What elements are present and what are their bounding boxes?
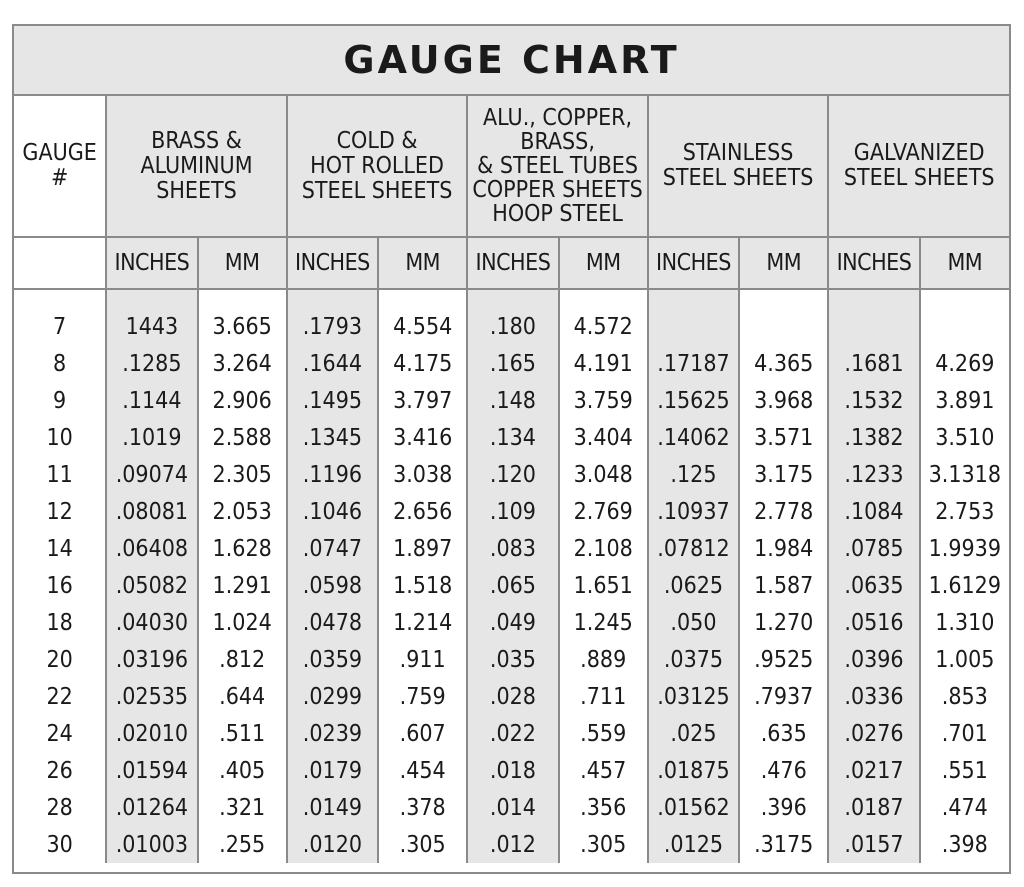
group-header-line: STAINLESS	[682, 140, 794, 166]
mm-cell: .644	[198, 678, 287, 715]
inches-cell: .09074	[106, 456, 197, 493]
mm-cell: 2.753	[920, 493, 1009, 530]
table-row	[14, 826, 1009, 863]
mm-cell: 1.587	[739, 567, 828, 604]
mm-cell: .559	[559, 715, 648, 752]
mm-cell: .759	[378, 678, 467, 715]
unit-header-mm: MM	[198, 237, 287, 289]
mm-cell: .255	[198, 826, 287, 863]
mm-cell: 3.038	[378, 456, 467, 493]
inches-cell: .1793	[287, 289, 378, 345]
mm-cell: 2.769	[559, 493, 648, 530]
group-header-line: ALU., COPPER,	[483, 105, 633, 131]
mm-cell: 1.291	[198, 567, 287, 604]
mm-cell: .853	[920, 678, 1009, 715]
table-row	[14, 419, 1009, 456]
inches-cell: .022	[467, 715, 558, 752]
inches-cell: .0217	[828, 752, 919, 789]
mm-cell: 3.416	[378, 419, 467, 456]
inches-cell: .0516	[828, 604, 919, 641]
inches-cell: .0157	[828, 826, 919, 863]
mm-cell: 1.024	[198, 604, 287, 641]
gauge-cell: 22	[14, 678, 106, 715]
inches-cell: .1019	[106, 419, 197, 456]
group-header-line: BRASS,	[520, 129, 595, 155]
inches-cell: .02535	[106, 678, 197, 715]
inches-cell: .1084	[828, 493, 919, 530]
mm-cell: 3.891	[920, 382, 1009, 419]
mm-cell: 1.270	[739, 604, 828, 641]
table-row	[14, 456, 1009, 493]
inches-cell: .083	[467, 530, 558, 567]
gauge-cell: 16	[14, 567, 106, 604]
inches-cell: .0125	[648, 826, 739, 863]
group-header-line: STEEL SHEETS	[301, 177, 453, 204]
unit-header-inches: INCHES	[467, 237, 558, 289]
inches-cell: .148	[467, 382, 558, 419]
gauge-cell: 14	[14, 530, 106, 567]
inches-cell: .0239	[287, 715, 378, 752]
mm-cell: .457	[559, 752, 648, 789]
inches-cell: .1233	[828, 456, 919, 493]
mm-cell: 1.9939	[920, 530, 1009, 567]
inches-cell: .014	[467, 789, 558, 826]
mm-cell: 3.510	[920, 419, 1009, 456]
mm-cell: 1.245	[559, 604, 648, 641]
group-header-cold-hot-rolled	[287, 96, 468, 237]
inches-cell: .0747	[287, 530, 378, 567]
group-header-line: STEEL SHEETS	[843, 165, 995, 191]
inches-cell: .1644	[287, 345, 378, 382]
mm-cell: 1.005	[920, 641, 1009, 678]
gauge-cell: 12	[14, 493, 106, 530]
gauge-header	[14, 96, 106, 237]
group-header-alu-copper-tubes	[467, 96, 648, 237]
mm-cell	[739, 289, 828, 345]
mm-cell: .398	[920, 826, 1009, 863]
gauge-cell: 10	[14, 419, 106, 456]
mm-cell: .405	[198, 752, 287, 789]
mm-cell: 1.628	[198, 530, 287, 567]
gauge-header-line: GAUGE	[22, 140, 97, 166]
mm-cell: .356	[559, 789, 648, 826]
inches-cell: .035	[467, 641, 558, 678]
inches-cell: .0276	[828, 715, 919, 752]
table-row	[14, 715, 1009, 752]
unit-header-mm: MM	[920, 237, 1009, 289]
gauge-table	[14, 96, 1009, 863]
group-header-line: COPPER SHEETS	[472, 177, 643, 203]
group-header-line: GALVANIZED	[853, 140, 985, 166]
mm-cell: 4.269	[920, 345, 1009, 382]
gauge-cell: 26	[14, 752, 106, 789]
mm-cell: 3.797	[378, 382, 467, 419]
inches-cell: .018	[467, 752, 558, 789]
inches-cell: .15625	[648, 382, 739, 419]
inches-cell: .1144	[106, 382, 197, 419]
mm-cell: .9525	[739, 641, 828, 678]
mm-cell: 2.588	[198, 419, 287, 456]
gauge-cell: 11	[14, 456, 106, 493]
mm-cell: .551	[920, 752, 1009, 789]
inches-cell: .01875	[648, 752, 739, 789]
mm-cell: .474	[920, 789, 1009, 826]
mm-cell: 4.191	[559, 345, 648, 382]
inches-cell: .1495	[287, 382, 378, 419]
mm-cell: .305	[559, 826, 648, 863]
mm-cell: .889	[559, 641, 648, 678]
inches-cell: .01562	[648, 789, 739, 826]
inches-cell: .17187	[648, 345, 739, 382]
inches-cell: .1681	[828, 345, 919, 382]
inches-cell: .0336	[828, 678, 919, 715]
mm-cell: 1.214	[378, 604, 467, 641]
group-header-stainless	[648, 96, 829, 237]
inches-cell: .14062	[648, 419, 739, 456]
mm-cell: 2.305	[198, 456, 287, 493]
table-row	[14, 678, 1009, 715]
inches-cell: .0149	[287, 789, 378, 826]
inches-cell: .02010	[106, 715, 197, 752]
inches-cell: .06408	[106, 530, 197, 567]
table-row	[14, 604, 1009, 641]
unit-header-inches: INCHES	[106, 237, 197, 289]
inches-cell: .04030	[106, 604, 197, 641]
mm-cell: .635	[739, 715, 828, 752]
mm-cell: .511	[198, 715, 287, 752]
mm-cell: 4.554	[378, 289, 467, 345]
mm-cell: 2.906	[198, 382, 287, 419]
inches-cell: .03196	[106, 641, 197, 678]
inches-cell: .1345	[287, 419, 378, 456]
inches-cell: .120	[467, 456, 558, 493]
mm-cell: 2.108	[559, 530, 648, 567]
mm-cell: 3.175	[739, 456, 828, 493]
inches-cell	[828, 289, 919, 345]
gauge-cell: 28	[14, 789, 106, 826]
group-header-brass-aluminum	[106, 96, 287, 237]
inches-cell: .1046	[287, 493, 378, 530]
inches-cell: .0598	[287, 567, 378, 604]
gauge-cell: 8	[14, 345, 106, 382]
inches-cell: .125	[648, 456, 739, 493]
inches-cell: .1382	[828, 419, 919, 456]
mm-cell: 2.053	[198, 493, 287, 530]
table-row	[14, 641, 1009, 678]
inches-cell: .109	[467, 493, 558, 530]
mm-cell: .7937	[739, 678, 828, 715]
mm-cell: 3.264	[198, 345, 287, 382]
inches-cell: .05082	[106, 567, 197, 604]
inches-cell: .07812	[648, 530, 739, 567]
mm-cell: 2.778	[739, 493, 828, 530]
inches-cell: .012	[467, 826, 558, 863]
mm-cell: .378	[378, 789, 467, 826]
mm-cell: 1.518	[378, 567, 467, 604]
mm-cell: 2.656	[378, 493, 467, 530]
group-header-line: ALUMINUM	[140, 152, 253, 179]
inches-cell: .08081	[106, 493, 197, 530]
unit-header-inches: INCHES	[287, 237, 378, 289]
group-header-line: STEEL SHEETS	[662, 165, 814, 191]
mm-cell: .305	[378, 826, 467, 863]
inches-cell: .0396	[828, 641, 919, 678]
gauge-cell: 18	[14, 604, 106, 641]
mm-cell: 3.404	[559, 419, 648, 456]
inches-cell: .01003	[106, 826, 197, 863]
mm-cell: 3.665	[198, 289, 287, 345]
gauge-cell: 24	[14, 715, 106, 752]
mm-cell: 4.572	[559, 289, 648, 345]
unit-header-row	[14, 237, 1009, 289]
table-row	[14, 752, 1009, 789]
gauge-chart	[12, 24, 1011, 874]
mm-cell: 1.310	[920, 604, 1009, 641]
mm-cell: 3.048	[559, 456, 648, 493]
inches-cell: .0359	[287, 641, 378, 678]
mm-cell: 1.651	[559, 567, 648, 604]
inches-cell: .028	[467, 678, 558, 715]
chart-title: GAUGE CHART	[14, 26, 1009, 96]
group-header-line: SHEETS	[156, 177, 237, 204]
unit-header-mm: MM	[378, 237, 467, 289]
unit-header-mm: MM	[739, 237, 828, 289]
inches-cell: .0299	[287, 678, 378, 715]
inches-cell: .1196	[287, 456, 378, 493]
gauge-cell: 9	[14, 382, 106, 419]
inches-cell: .0375	[648, 641, 739, 678]
table-row	[14, 493, 1009, 530]
mm-cell: 4.175	[378, 345, 467, 382]
group-header-galvanized	[828, 96, 1009, 237]
inches-cell: .0785	[828, 530, 919, 567]
inches-cell: .01594	[106, 752, 197, 789]
inches-cell: .0120	[287, 826, 378, 863]
unit-header-inches: INCHES	[648, 237, 739, 289]
mm-cell: .911	[378, 641, 467, 678]
mm-cell: .454	[378, 752, 467, 789]
mm-cell	[920, 289, 1009, 345]
table-row	[14, 382, 1009, 419]
table-row	[14, 789, 1009, 826]
inches-cell: .025	[648, 715, 739, 752]
unit-header-mm: MM	[559, 237, 648, 289]
group-header-line: HOOP STEEL	[492, 201, 623, 227]
inches-cell: .0478	[287, 604, 378, 641]
inches-cell: .1285	[106, 345, 197, 382]
inches-cell: .03125	[648, 678, 739, 715]
unit-header-blank	[14, 237, 106, 289]
group-header-line: COLD &	[336, 127, 418, 154]
mm-cell: .321	[198, 789, 287, 826]
gauge-cell: 30	[14, 826, 106, 863]
inches-cell: 1443	[106, 289, 197, 345]
mm-cell: 3.759	[559, 382, 648, 419]
inches-cell: .0625	[648, 567, 739, 604]
mm-cell: 4.365	[739, 345, 828, 382]
group-header-line: & STEEL TUBES	[477, 153, 639, 179]
mm-cell: 1.6129	[920, 567, 1009, 604]
inches-cell: .10937	[648, 493, 739, 530]
mm-cell: .396	[739, 789, 828, 826]
inches-cell: .0179	[287, 752, 378, 789]
mm-cell: 3.571	[739, 419, 828, 456]
mm-cell: .607	[378, 715, 467, 752]
mm-cell: .3175	[739, 826, 828, 863]
mm-cell: .476	[739, 752, 828, 789]
mm-cell: .711	[559, 678, 648, 715]
mm-cell: .701	[920, 715, 1009, 752]
gauge-header-line: #	[50, 165, 69, 191]
inches-cell: .0635	[828, 567, 919, 604]
inches-cell: .0187	[828, 789, 919, 826]
group-header-line: HOT ROLLED	[310, 152, 444, 179]
inches-cell: .180	[467, 289, 558, 345]
group-header-row	[14, 96, 1009, 237]
mm-cell: .812	[198, 641, 287, 678]
mm-cell: 1.897	[378, 530, 467, 567]
mm-cell: 3.1318	[920, 456, 1009, 493]
inches-cell: .01264	[106, 789, 197, 826]
inches-cell: .134	[467, 419, 558, 456]
gauge-cell: 7	[14, 289, 106, 345]
table-row	[14, 530, 1009, 567]
unit-header-inches: INCHES	[828, 237, 919, 289]
table-row	[14, 567, 1009, 604]
mm-cell: 1.984	[739, 530, 828, 567]
inches-cell: .049	[467, 604, 558, 641]
table-row	[14, 345, 1009, 382]
group-header-line: BRASS &	[151, 127, 242, 154]
table-row	[14, 289, 1009, 345]
mm-cell: 3.968	[739, 382, 828, 419]
inches-cell: .065	[467, 567, 558, 604]
inches-cell: .165	[467, 345, 558, 382]
inches-cell: .1532	[828, 382, 919, 419]
gauge-rows	[14, 289, 1009, 863]
inches-cell: .050	[648, 604, 739, 641]
gauge-cell: 20	[14, 641, 106, 678]
inches-cell	[648, 289, 739, 345]
